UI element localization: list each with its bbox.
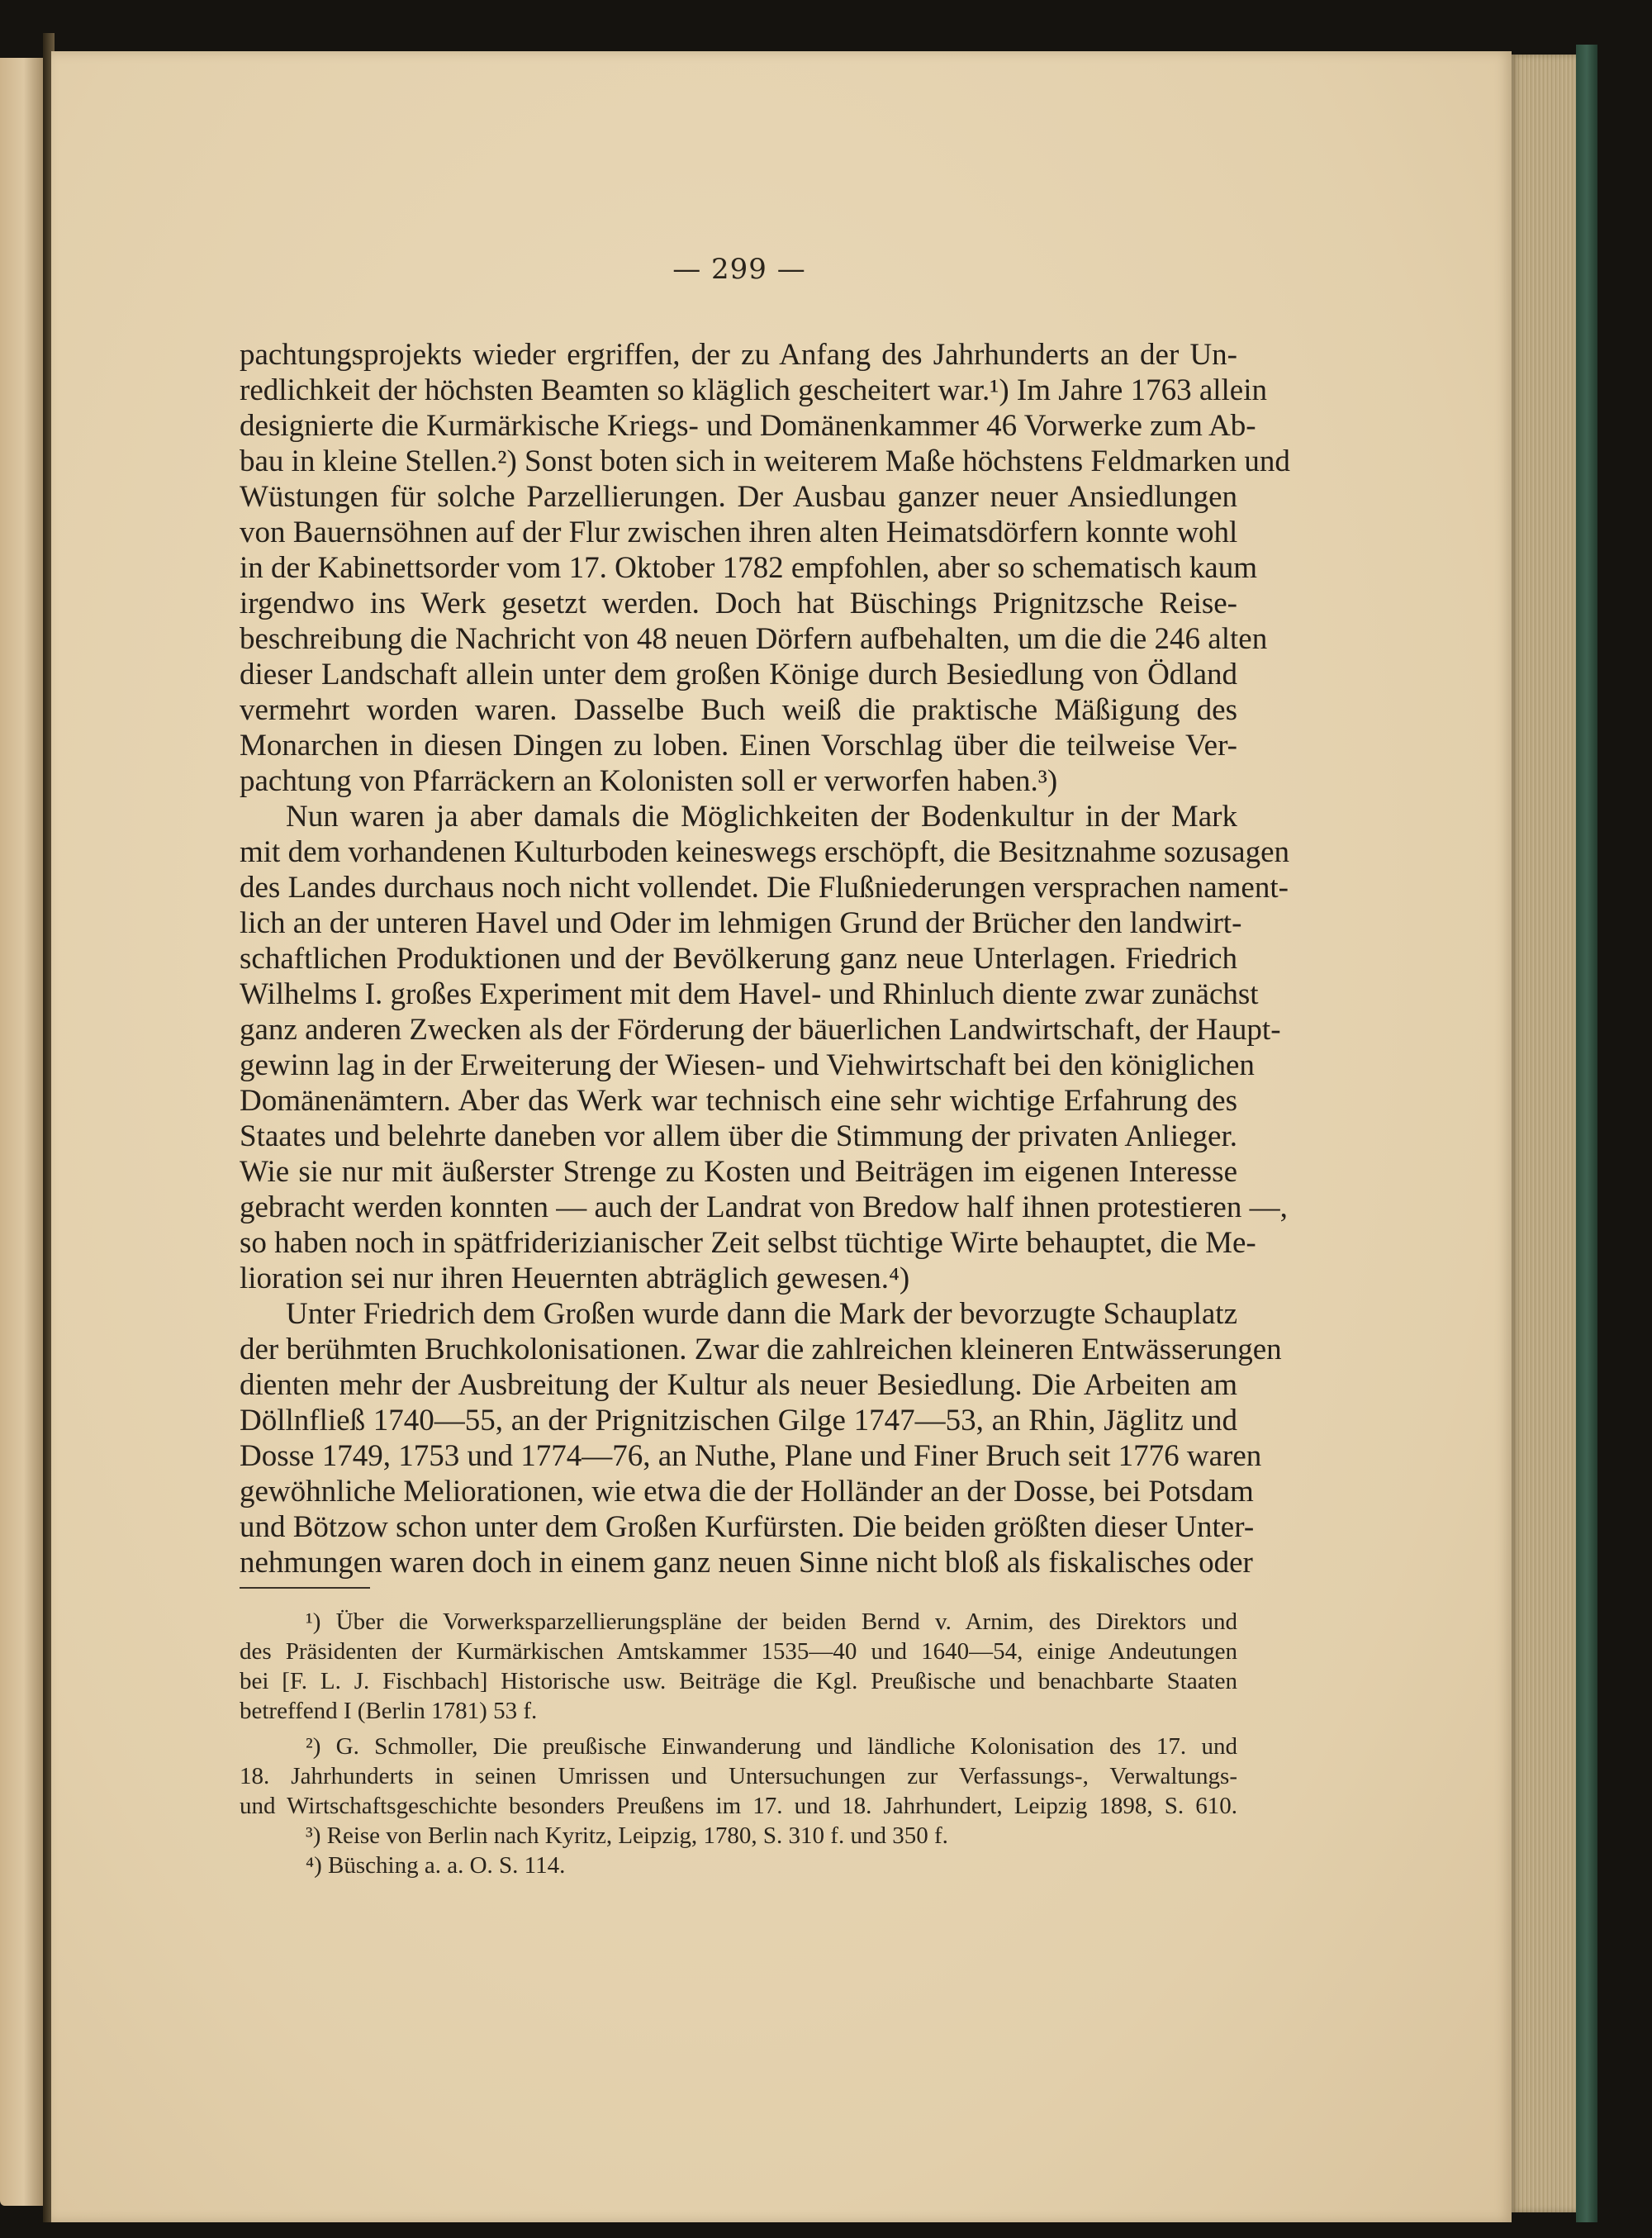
body-line: schaftlichen Produktionen und der Bevölkerung ganz neue Unterlagen. Friedrich — [240, 942, 1237, 976]
book-cover-edge — [1576, 45, 1597, 2222]
body-line: der berühmten Bruchkolonisationen. Zwar die zahlreichen kleineren Entwässerungen — [240, 1333, 1282, 1366]
body-line: irgendwo ins Werk gesetzt werden. Doch hat Büschings Prignitzsche Reise- — [240, 587, 1237, 620]
body-line: pachtungsprojekts wieder ergriffen, der zu Anfang des Jahrhunderts an der Un- — [240, 338, 1237, 372]
body-line: pachtung von Pfarräckern an Kolonisten soll er verworfen haben.³) — [240, 764, 1058, 798]
footnote-line: betreffend I (Berlin 1781) 53 f. — [240, 1698, 538, 1724]
footnote-line: ²) G. Schmoller, Die preußische Einwanderung und ländliche Kolonisation des 17. und — [306, 1733, 1237, 1760]
body-line: designierte die Kurmärkische Kriegs- und Domänenkammer 46 Vorwerke zum Ab- — [240, 409, 1256, 443]
body-line: dieser Landschaft allein unter dem großen Könige durch Besiedlung von Ödland — [240, 658, 1237, 691]
footnote-line: ¹) Über die Vorwerksparzellierungspläne der beiden Bernd v. Arnim, des Direktors und — [306, 1608, 1237, 1635]
page-stack-edge — [1512, 55, 1576, 2212]
body-line: redlichkeit der höchsten Beamten so kläglich gescheitert war.¹) Im Jahre 1763 allein — [240, 373, 1267, 407]
body-line: Wilhelms I. großes Experiment mit dem Havel- und Rhinluch diente zwar zunächst — [240, 977, 1259, 1011]
footnote-line: des Präsidenten der Kurmärkischen Amtskammer 1535—40 und 1640—54, einige Andeutungen — [240, 1638, 1237, 1665]
body-line: Wie sie nur mit äußerster Strenge zu Kosten und Beiträgen im eigenen Interesse — [240, 1155, 1237, 1189]
body-line: so haben noch in spätfriderizianischer Zeit selbst tüchtige Wirte behauptet, die Me- — [240, 1226, 1256, 1260]
body-line: Döllnfließ 1740—55, an der Prignitzischen Gilge 1747—53, an Rhin, Jäglitz und — [240, 1404, 1237, 1437]
body-line: gewinn lag in der Erweiterung der Wiesen- und Viehwirtschaft bei den königlichen — [240, 1048, 1255, 1082]
footnote-line: bei [F. L. J. Fischbach] Historische usw. Beiträge die Kgl. Preußische und benachbarte Staaten — [240, 1668, 1237, 1694]
body-line: bau in kleine Stellen.²) Sonst boten sich in weiterem Maße höchstens Feldmarken und — [240, 444, 1290, 478]
body-line: Unter Friedrich dem Großen wurde dann die Mark der bevorzugte Schauplatz — [286, 1297, 1237, 1331]
footnote-divider — [240, 1587, 370, 1589]
body-line: Monarchen in diesen Dingen zu loben. Einen Vorschlag über die teilweise Ver- — [240, 729, 1237, 763]
footnote-line: 18. Jahrhunderts in seinen Umrissen und Untersuchungen zur Verfassungs-, Verwaltungs- — [240, 1763, 1237, 1789]
body-line: von Bauernsöhnen auf der Flur zwischen ihren alten Heimatsdörfern konnte wohl — [240, 516, 1238, 549]
footnote-line: ³) Reise von Berlin nach Kyritz, Leipzig, 1780, S. 310 f. und 350 f. — [306, 1822, 948, 1849]
footnote-line: und Wirtschaftsgeschichte besonders Preußens im 17. und 18. Jahrhundert, Leipzig 1898, S. 610. — [240, 1793, 1237, 1819]
body-line: vermehrt worden waren. Dasselbe Buch weiß die praktische Mäßigung des — [240, 693, 1237, 727]
body-line: Domänenämtern. Aber das Werk war technisch eine sehr wichtige Erfahrung des — [240, 1084, 1237, 1118]
body-line: mit dem vorhandenen Kulturboden keineswegs erschöpft, die Besitznahme sozusagen — [240, 835, 1290, 869]
footnote-line: ⁴) Büsching a. a. O. S. 114. — [306, 1852, 566, 1879]
body-line: Staates und belehrte daneben vor allem über die Stimmung der privaten Anlieger. — [240, 1119, 1237, 1153]
body-line: gewöhnliche Meliorationen, wie etwa die der Holländer an der Dosse, bei Potsdam — [240, 1475, 1254, 1509]
body-line: beschreibung die Nachricht von 48 neuen Dörfern aufbehalten, um die die 246 alten — [240, 622, 1268, 656]
page-number: — 299 — — [672, 253, 806, 286]
body-line: lich an der unteren Havel und Oder im lehmigen Grund der Brücher den landwirt- — [240, 906, 1242, 940]
body-line: Dosse 1749, 1753 und 1774—76, an Nuthe, Plane und Finer Bruch seit 1776 waren — [240, 1439, 1262, 1473]
body-line: des Landes durchaus noch nicht vollendet. Die Flußniederungen versprachen nament- — [240, 871, 1289, 905]
body-line: ganz anderen Zwecken als der Förderung der bäuerlichen Landwirtschaft, der Haupt- — [240, 1013, 1281, 1047]
body-line: gebracht werden konnten — auch der Landrat von Bredow half ihnen protestieren —, — [240, 1190, 1288, 1224]
body-line: dienten mehr der Ausbreitung der Kultur als neuer Besiedlung. Die Arbeiten am — [240, 1368, 1237, 1402]
body-line: lioration sei nur ihren Heuernten abträglich gewesen.⁴) — [240, 1262, 910, 1295]
previous-page-edge — [0, 58, 43, 2206]
body-line: Nun waren ja aber damals die Möglichkeiten der Bodenkultur in der Mark — [286, 800, 1237, 834]
body-line: nehmungen waren doch in einem ganz neuen Sinne nicht bloß als fiskalisches oder — [240, 1546, 1253, 1580]
body-line: Wüstungen für solche Parzellierungen. Der Ausbau ganzer neuer Ansiedlungen — [240, 480, 1237, 514]
body-line: in der Kabinettsorder vom 17. Oktober 1782 empfohlen, aber so schematisch kaum — [240, 551, 1257, 585]
body-line: und Bötzow schon unter dem Großen Kurfürsten. Die beiden größten dieser Unter- — [240, 1510, 1255, 1544]
